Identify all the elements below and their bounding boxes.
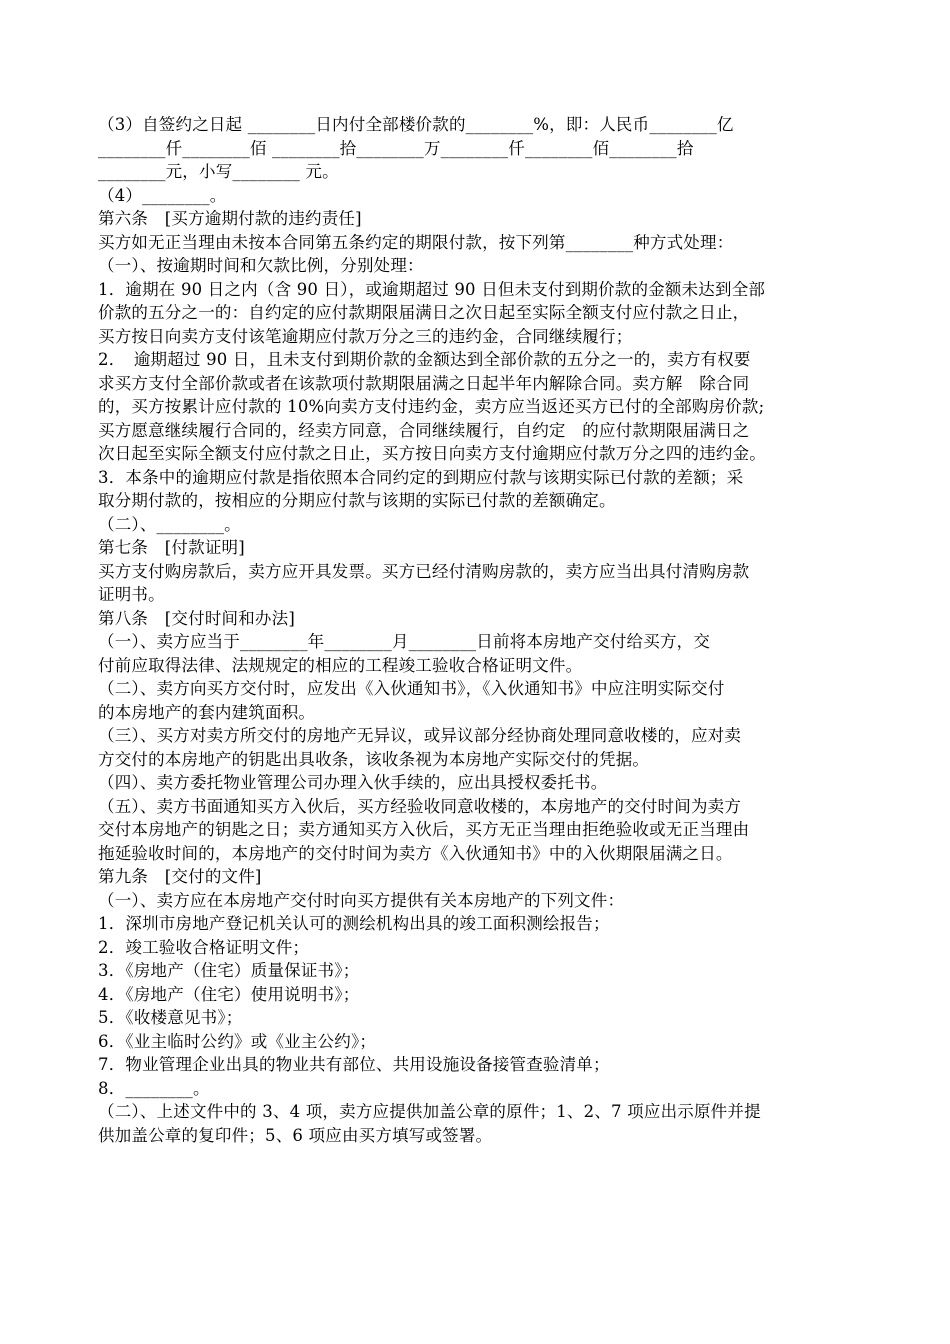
document-line: 买方如无正当理由未按本合同第五条约定的期限付款，按下列第________种方式处理： — [98, 232, 734, 252]
document-line: 2．竣工验收合格证明文件； — [98, 937, 310, 957]
document-line: （二）、上述文件中的 3、4 项，卖方应提供加盖公章的原件；1、2、7 项应出示原件并提 — [98, 1102, 761, 1121]
document-line: 1．深圳市房地产登记机关认可的测绘机构出具的竣工面积测绘报告； — [98, 914, 610, 933]
document-line: 8．________。 — [98, 1078, 210, 1098]
document-line: 交付本房地产的钥匙之日；卖方通知买方入伙后，买方无正当理由拒绝验收或无正当理由 — [98, 820, 750, 839]
document-line: （四）、卖方委托物业管理公司办理入伙手续的，应出具授权委托书。 — [98, 773, 608, 792]
document-line: 3．《房地产（住宅）质量保证书》； — [98, 961, 360, 980]
document-line: 第七条 [付款证明] — [98, 538, 245, 557]
document-line: 第八条 [交付时间和办法] — [98, 608, 295, 628]
document-line: 第六条 [买方逾期付款的违约责任] — [98, 209, 362, 228]
document-line: 的，买方按累计应付款的 10%向卖方支付违约金，卖方应当返还买方已付的全部购房价款; — [98, 397, 765, 416]
document-line: 3．本条中的逾期应付款是指依照本合同约定的到期应付款与该期实际已付款的差额；采 — [98, 467, 744, 487]
document-line: （一）、卖方应在本房地产交付时向买方提供有关本房地产的下列文件： — [98, 890, 625, 910]
document-line: 的本房地产的套内建筑面积。 — [98, 702, 316, 722]
document-line: 求买方支付全部价款或者在该款项付款期限届满之日起半年内解除合同。卖方解 除合同 — [98, 373, 750, 393]
document-line: 4．《房地产（住宅）使用说明书》； — [98, 984, 360, 1004]
document-line: 第九条 [交付的文件] — [98, 867, 262, 886]
document-line: 买方支付购房款后，卖方应开具发票。买方已经付清购房款的，卖方应当出具付清购房款 — [98, 561, 750, 581]
document-line: 供加盖公章的复印件；5、6 项应由买方填写或签署。 — [98, 1125, 493, 1145]
document-line: 5．《收楼意见书》； — [98, 1008, 243, 1027]
document-line: 拖延验收时间的，本房地产的交付时间为卖方《入伙通知书》中的入伙期限届满之日。 — [98, 843, 733, 863]
document-line: （4）________。 — [98, 185, 227, 205]
document-line: 方交付的本房地产的钥匙出具收条，该收条视为本房地产实际交付的凭据。 — [98, 749, 650, 769]
document-line: ________仟________佰 ________拾________万________仟________佰________拾 — [98, 138, 694, 158]
document-line: 7．物业管理企业出具的物业共有部位、共用设施设备接管查验清单； — [98, 1055, 610, 1074]
document-line: 次日起至实际全额支付应付款之日止，买方按日向卖方支付逾期应付款万分之四的违约金。 — [98, 444, 766, 463]
document-line: （二）、________。 — [98, 514, 241, 534]
document-line: （3）自签约之日起 ________日内付全部楼价款的________%，即：人民币________亿 — [98, 115, 734, 134]
document-line: 付前应取得法律、法规规定的相应的工程竣工验收合格证明文件。 — [98, 655, 583, 675]
document-line: （三）、买方对卖方所交付的房地产无异议，或异议部分经协商处理同意收楼的，应对卖 — [98, 726, 742, 745]
document-line: 买方按日向卖方支付该笔逾期应付款万分之三的违约金，合同继续履行； — [98, 326, 633, 346]
document-line: （二）、卖方向买方交付时，应发出《入伙通知书》，《入伙通知书》中应注明实际交付 — [98, 679, 725, 698]
document-line: 证明书。 — [98, 585, 165, 604]
document-body — [98, 113, 858, 1147]
document-line: 1．逾期在 90 日之内（含 90 日），或逾期超过 90 日但未支付到期价款的金额未达到全部 — [98, 279, 766, 299]
document-line: 6．《业主临时公约》或《业主公约》； — [98, 1031, 377, 1051]
document-line: 买方愿意继续履行合同的，经卖方同意，合同继续履行，自约定 的应付款期限届满日之 — [98, 420, 750, 440]
document-line: （一）、卖方应当于________年________月________日前将本房地产交付给买方，交 — [98, 632, 711, 651]
document-line: 价款的五分之一的：自约定的应付款期限届满日之次日起至实际全额支付应付款之日止， — [98, 303, 750, 322]
document-line: 2． 逾期超过 90 日，且未支付到期价款的金额达到全部价款的五分之一的，卖方有权要 — [98, 350, 751, 369]
document-line: 取分期付款的，按相应的分期应付款与该期的实际已付款的差额确定。 — [98, 491, 616, 510]
document-line: （一）、按逾期时间和欠款比例，分别处理： — [98, 256, 424, 275]
document-line: ________元，小写________ 元。 — [98, 162, 339, 181]
document-line: （五）、卖方书面通知买方入伙后，买方经验收同意收楼的，本房地产的交付时间为卖方 — [98, 796, 742, 816]
